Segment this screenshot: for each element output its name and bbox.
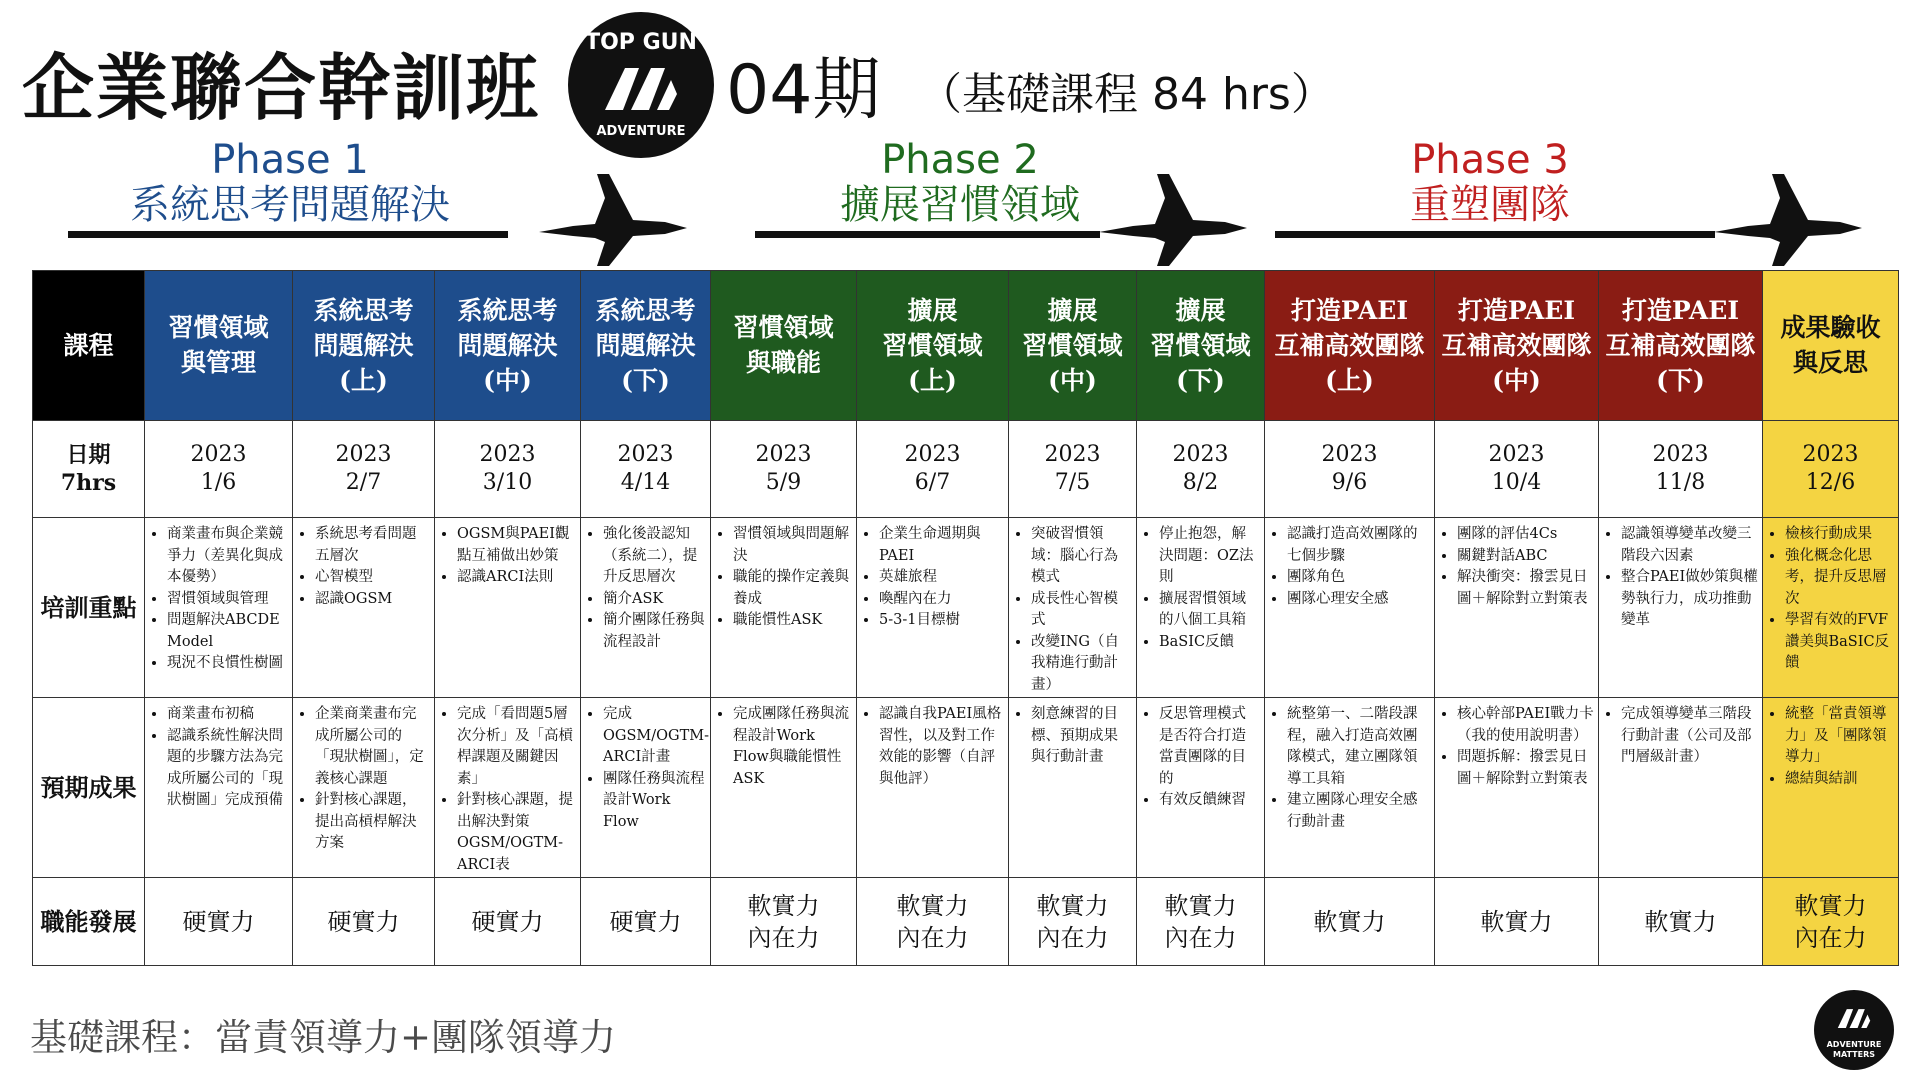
skill-row	[33, 878, 1899, 966]
focus-item: • 喚醒內在力	[879, 589, 1004, 611]
course-skill-cell	[1009, 878, 1137, 966]
phase-1-name: 系統思考問題解決	[130, 182, 450, 228]
course-year: 2023	[335, 442, 392, 468]
course-header-cell	[1009, 271, 1137, 421]
top-gun-logo	[568, 12, 714, 158]
results-item: • 建立團隊心理安全感行動計畫	[1287, 790, 1430, 833]
focus-item: • 職能的操作定義與養成	[733, 567, 852, 610]
course-date-cell	[1265, 420, 1435, 518]
course-skill-cell	[1265, 878, 1435, 966]
course-title-line: (上)	[1325, 365, 1374, 395]
skill-line: 硬實力	[327, 907, 400, 936]
focus-list	[1779, 524, 1894, 675]
course-title-line: (下)	[1656, 365, 1705, 395]
course-title-line: (中)	[1492, 365, 1541, 395]
course-date: 6/7	[914, 470, 951, 496]
focus-item: • OGSM與PAEI觀點互補做出妙策	[457, 524, 576, 567]
course-year: 2023	[190, 442, 247, 468]
course-date-cell	[581, 420, 711, 518]
fighter-jet-icon	[1710, 170, 1870, 270]
course-date: 3/10	[482, 470, 533, 496]
skill-line: 內在力	[1794, 923, 1867, 952]
course-title-line: 系統思考	[595, 295, 696, 325]
course-title-line: (下)	[1176, 365, 1225, 395]
results-item: • 問題拆解：撥雲見日圖＋解除對立對策表	[1457, 747, 1594, 790]
focus-item: • 認識打造高效團隊的七個步驟	[1287, 524, 1430, 567]
course-focus-cell	[1435, 518, 1599, 698]
focus-item: • 商業畫布與企業競爭力（差異化與成本優勢）	[167, 524, 288, 589]
focus-item: • 簡介ASK	[603, 589, 706, 611]
fighter-jet-icon	[1095, 170, 1255, 270]
focus-item: • 認識OGSM	[315, 589, 430, 611]
course-skill-cell	[145, 878, 293, 966]
course-skill-cell	[857, 878, 1009, 966]
focus-item: • 改變ING（自我精進行動計畫）	[1031, 632, 1132, 697]
course-focus-cell	[1137, 518, 1265, 698]
course-title-line: 與職能	[745, 348, 821, 378]
phase-2-arrow	[755, 231, 1100, 238]
course-results-cell	[1009, 698, 1137, 878]
course-focus-cell	[1599, 518, 1763, 698]
course-title-line: 習慣領域	[1022, 330, 1123, 360]
course-year: 2023	[1802, 442, 1859, 468]
skill-line: 軟實力	[1313, 907, 1386, 936]
focus-item: • 整合PAEI做妙策與權勢執行力，成功推動變革	[1621, 567, 1758, 632]
course-skill-cell	[711, 878, 857, 966]
course-date-cell	[1137, 420, 1265, 518]
course-header-cell	[711, 271, 857, 421]
course-year: 2023	[1488, 442, 1545, 468]
course-title-line: 習慣領域	[733, 313, 834, 343]
focus-item: • 問題解決ABCDE Model	[167, 610, 288, 653]
focus-item: • 團隊的評估4Cs	[1457, 524, 1594, 546]
focus-list	[873, 524, 1004, 632]
course-date: 9/6	[1331, 470, 1368, 496]
focus-item: • 認識ARCI法則	[457, 567, 576, 589]
course-header-cell	[1599, 271, 1763, 421]
course-date-cell	[145, 420, 293, 518]
course-hours-subtitle: （基礎課程 84 hrs）	[918, 69, 1335, 120]
focus-item: • 現況不良慣性樹圖	[167, 653, 288, 675]
phase-1-label: Phase 1	[211, 137, 369, 183]
course-skill-cell	[293, 878, 435, 966]
course-date-cell	[435, 420, 581, 518]
results-item: • 統整第一、二階段課程，融入打造高效團隊模式，建立團隊領導工具箱	[1287, 704, 1430, 790]
course-year: 2023	[755, 442, 812, 468]
results-item: • 總結與結訓	[1785, 769, 1894, 791]
chevron-logo-icon	[1836, 1004, 1872, 1034]
course-results-cell	[581, 698, 711, 878]
focus-list	[309, 524, 430, 610]
results-item: • 完成OGSM/OGTM-ARCI計畫	[603, 704, 706, 769]
course-title-line: 習慣領域	[882, 330, 983, 360]
course-header-row	[33, 271, 1899, 421]
focus-list	[1281, 524, 1430, 610]
focus-item: • 5-3-1目標樹	[879, 610, 1004, 632]
course-title-line: (下)	[621, 365, 670, 395]
focus-list	[161, 524, 288, 675]
course-results-cell	[1599, 698, 1763, 878]
skill-line: 軟實力	[1644, 907, 1717, 936]
course-date: 4/14	[620, 470, 671, 496]
course-skill-cell	[1137, 878, 1265, 966]
skill-line: 硬實力	[471, 907, 544, 936]
focus-row	[33, 518, 1899, 698]
course-year: 2023	[617, 442, 674, 468]
row-label-skill: 職能發展	[33, 878, 145, 966]
course-results-cell	[1265, 698, 1435, 878]
row-label-focus: 培訓重點	[33, 518, 145, 698]
skill-line: 軟實力	[1036, 891, 1109, 920]
results-list	[727, 704, 852, 790]
results-item: • 完成團隊任務與流程設計Work Flow與職能慣性ASK	[733, 704, 852, 790]
course-title-line: 問題解決	[313, 330, 414, 360]
results-item: • 認識自我PAEI風格習性，以及對工作效能的影響（自評與他評）	[879, 704, 1004, 790]
course-results-cell	[293, 698, 435, 878]
results-list	[1451, 704, 1594, 790]
course-header-cell	[145, 271, 293, 421]
course-date: 7/5	[1054, 470, 1091, 496]
skill-line: 硬實力	[182, 907, 255, 936]
phase-3-arrow	[1275, 231, 1715, 238]
results-item: • 反思管理模式是否符合打造當責團隊的目的	[1159, 704, 1260, 790]
term-label: 04期	[726, 51, 881, 130]
course-title-line: 擴展	[1175, 295, 1226, 325]
results-list	[1779, 704, 1894, 790]
focus-list	[451, 524, 576, 589]
chevron-logo-icon	[601, 60, 681, 120]
course-title-line: 打造PAEI	[1457, 295, 1576, 325]
results-list	[161, 704, 288, 812]
phase-1	[90, 138, 490, 228]
course-date: 12/6	[1805, 470, 1856, 496]
focus-item: • 簡介團隊任務與流程設計	[603, 610, 706, 653]
course-title-line: 問題解決	[457, 330, 558, 360]
date-row	[33, 420, 1899, 518]
focus-item: • 英雄旅程	[879, 567, 1004, 589]
results-item: • 核心幹部PAEI戰力卡（我的使用說明書）	[1457, 704, 1594, 747]
course-results-cell	[435, 698, 581, 878]
results-item: • 針對核心課題，提出解決對策OGSM/OGTM-ARCI表	[457, 790, 576, 876]
course-focus-cell	[857, 518, 1009, 698]
focus-item: • 企業生命週期與PAEI	[879, 524, 1004, 567]
course-date-cell	[1009, 420, 1137, 518]
results-list	[1615, 704, 1758, 769]
course-date-cell	[711, 420, 857, 518]
results-item: • 團隊任務與流程設計Work Flow	[603, 769, 706, 834]
course-title-line: 擴展	[1047, 295, 1098, 325]
course-title-line: 系統思考	[313, 295, 414, 325]
focus-item: • 強化後設認知（系統二），提升反思層次	[603, 524, 706, 589]
course-date: 8/2	[1182, 470, 1219, 496]
logo-text-top: TOP GUN	[585, 30, 697, 55]
results-list	[597, 704, 710, 833]
course-header-cell	[1435, 271, 1599, 421]
course-focus-cell	[1763, 518, 1899, 698]
results-row	[33, 698, 1899, 878]
focus-list	[1025, 524, 1132, 696]
fighter-jet-icon	[535, 170, 695, 270]
focus-list	[1153, 524, 1260, 653]
course-year: 2023	[1044, 442, 1101, 468]
row-label-results: 預期成果	[33, 698, 145, 878]
skill-line: 硬實力	[609, 907, 682, 936]
course-results-cell	[145, 698, 293, 878]
course-date: 2/7	[345, 470, 382, 496]
focus-item: • 成長性心智模式	[1031, 589, 1132, 632]
course-title-line: (中)	[483, 365, 532, 395]
course-focus-cell	[581, 518, 711, 698]
focus-list	[1451, 524, 1594, 610]
focus-item: • 學習有效的FVF讚美與BaSIC反饋	[1785, 610, 1894, 675]
results-item: • 完成領導變革三階段行動計畫（公司及部門層級計畫）	[1621, 704, 1758, 769]
row-label-date-l2: 7hrs	[60, 470, 117, 497]
course-title-line: 與管理	[180, 348, 256, 378]
course-results-cell	[1137, 698, 1265, 878]
course-header-cell	[293, 271, 435, 421]
phase-3-name: 重塑團隊	[1410, 182, 1570, 228]
course-year: 2023	[1172, 442, 1229, 468]
course-header-cell	[435, 271, 581, 421]
results-item: • 認識系統性解決問題的步驟方法為完成所屬公司的「現狀樹圖」完成預備	[167, 726, 288, 812]
logo-text-bottom: ADVENTURE	[596, 124, 686, 139]
row-label-date-l1: 日期	[66, 442, 111, 469]
course-year: 2023	[1652, 442, 1709, 468]
course-focus-cell	[711, 518, 857, 698]
course-skill-cell	[435, 878, 581, 966]
course-skill-cell	[1435, 878, 1599, 966]
course-title-line: 與反思	[1792, 348, 1868, 378]
focus-item: • 擴展習慣領域的八個工具箱	[1159, 589, 1260, 632]
logo-bottom-line-2: MATTERS	[1832, 1050, 1875, 1059]
focus-item: • 習慣領域與管理	[167, 589, 288, 611]
skill-line: 內在力	[896, 923, 969, 952]
focus-item: • 職能慣性ASK	[733, 610, 852, 632]
course-date: 11/8	[1655, 470, 1706, 496]
results-item: • 完成「看問題5層次分析」及「高槓桿課題及關鍵因素」	[457, 704, 576, 790]
results-list	[1025, 704, 1132, 769]
results-item: • 針對核心課題，提出高槓桿解決方案	[315, 790, 430, 855]
course-title-line: 打造PAEI	[1621, 295, 1740, 325]
course-results-cell	[711, 698, 857, 878]
focus-item: • BaSIC反饋	[1159, 632, 1260, 654]
phase-2-name: 擴展習慣領域	[840, 182, 1080, 228]
course-results-cell	[857, 698, 1009, 878]
focus-item: • 認識領導變革改變三階段六因素	[1621, 524, 1758, 567]
course-focus-cell	[1265, 518, 1435, 698]
focus-item: • 團隊心理安全感	[1287, 589, 1430, 611]
course-skill-cell	[1599, 878, 1763, 966]
course-title-line: 擴展	[907, 295, 958, 325]
course-focus-cell	[293, 518, 435, 698]
course-results-cell	[1435, 698, 1599, 878]
course-date: 5/9	[765, 470, 802, 496]
focus-item: • 系統思考看問題五層次	[315, 524, 430, 567]
course-title-line: 習慣領域	[1150, 330, 1251, 360]
course-year: 2023	[904, 442, 961, 468]
course-date-cell	[293, 420, 435, 518]
course-title-line: 習慣領域	[168, 313, 269, 343]
focus-list	[727, 524, 852, 632]
results-item: • 商業畫布初稿	[167, 704, 288, 726]
course-title-line: 互補高效團隊	[1274, 330, 1425, 360]
row-label-course: 課程	[33, 271, 145, 421]
focus-item: • 關鍵對話ABC	[1457, 546, 1594, 568]
results-item: • 企業商業畫布完成所屬公司的「現狀樹圖」，定義核心課題	[315, 704, 430, 790]
skill-line: 內在力	[1036, 923, 1109, 952]
course-date-cell	[1435, 420, 1599, 518]
course-header-cell	[581, 271, 711, 421]
skill-line: 內在力	[1164, 923, 1237, 952]
course-focus-cell	[435, 518, 581, 698]
course-title-line: (上)	[339, 365, 388, 395]
skill-line: 內在力	[747, 923, 820, 952]
skill-line: 軟實力	[896, 891, 969, 920]
focus-item: • 突破習慣領域：腦心行為模式	[1031, 524, 1132, 589]
course-title-line: 成果驗收	[1780, 313, 1881, 343]
results-list	[309, 704, 430, 855]
results-item: • 刻意練習的目標、預期成果與行動計畫	[1031, 704, 1132, 769]
results-item: • 有效反饋練習	[1159, 790, 1260, 812]
row-label-date	[33, 420, 145, 518]
results-list	[1281, 704, 1430, 833]
adventure-matters-logo	[1814, 990, 1894, 1070]
course-schedule-table	[32, 270, 1899, 966]
focus-list	[1615, 524, 1758, 632]
skill-line: 軟實力	[747, 891, 820, 920]
focus-item: • 心智模型	[315, 567, 430, 589]
course-header-cell	[1763, 271, 1899, 421]
course-title-line: 互補高效團隊	[1605, 330, 1756, 360]
course-title-line: 問題解決	[595, 330, 696, 360]
course-date-cell	[1599, 420, 1763, 518]
phase-3-label: Phase 3	[1411, 137, 1569, 183]
results-item: • 統整「當責領導力」及「團隊領導力」	[1785, 704, 1894, 769]
course-date-cell	[857, 420, 1009, 518]
skill-line: 軟實力	[1794, 891, 1867, 920]
focus-item: • 團隊角色	[1287, 567, 1430, 589]
focus-item: • 強化概念化思考，提升反思層次	[1785, 546, 1894, 611]
course-year: 2023	[479, 442, 536, 468]
course-year: 2023	[1321, 442, 1378, 468]
course-header-cell	[1265, 271, 1435, 421]
course-title-line: 系統思考	[457, 295, 558, 325]
course-results-cell	[1763, 698, 1899, 878]
focus-item: • 習慣領域與問題解決	[733, 524, 852, 567]
phase-1-arrow	[68, 231, 508, 238]
skill-line: 軟實力	[1164, 891, 1237, 920]
skill-line: 軟實力	[1480, 907, 1553, 936]
course-header-cell	[1137, 271, 1265, 421]
course-title-line: 打造PAEI	[1290, 295, 1409, 325]
course-date-cell	[1763, 420, 1899, 518]
course-skill-cell	[1763, 878, 1899, 966]
course-title-line: (上)	[908, 365, 957, 395]
page-title: 企業聯合幹訓班	[22, 46, 541, 130]
course-date: 1/6	[200, 470, 237, 496]
course-focus-cell	[1009, 518, 1137, 698]
focus-item: • 檢核行動成果	[1785, 524, 1894, 546]
focus-item: • 停止抱怨，解決問題：OZ法則	[1159, 524, 1260, 589]
footer-summary: 基礎課程：當責領導力+團隊領導力	[30, 1016, 617, 1059]
phase-3	[1290, 138, 1690, 228]
focus-list	[597, 524, 706, 653]
results-list	[1153, 704, 1260, 812]
logo-bottom-line-1: ADVENTURE	[1826, 1040, 1882, 1049]
course-title-line: (中)	[1048, 365, 1097, 395]
phase-2-label: Phase 2	[881, 137, 1039, 183]
focus-item: • 解決衝突：撥雲見日圖＋解除對立對策表	[1457, 567, 1594, 610]
results-list	[873, 704, 1004, 790]
course-focus-cell	[145, 518, 293, 698]
course-skill-cell	[581, 878, 711, 966]
results-list	[451, 704, 576, 876]
course-title-line: 互補高效團隊	[1441, 330, 1592, 360]
course-header-cell	[857, 271, 1009, 421]
course-date: 10/4	[1491, 470, 1542, 496]
